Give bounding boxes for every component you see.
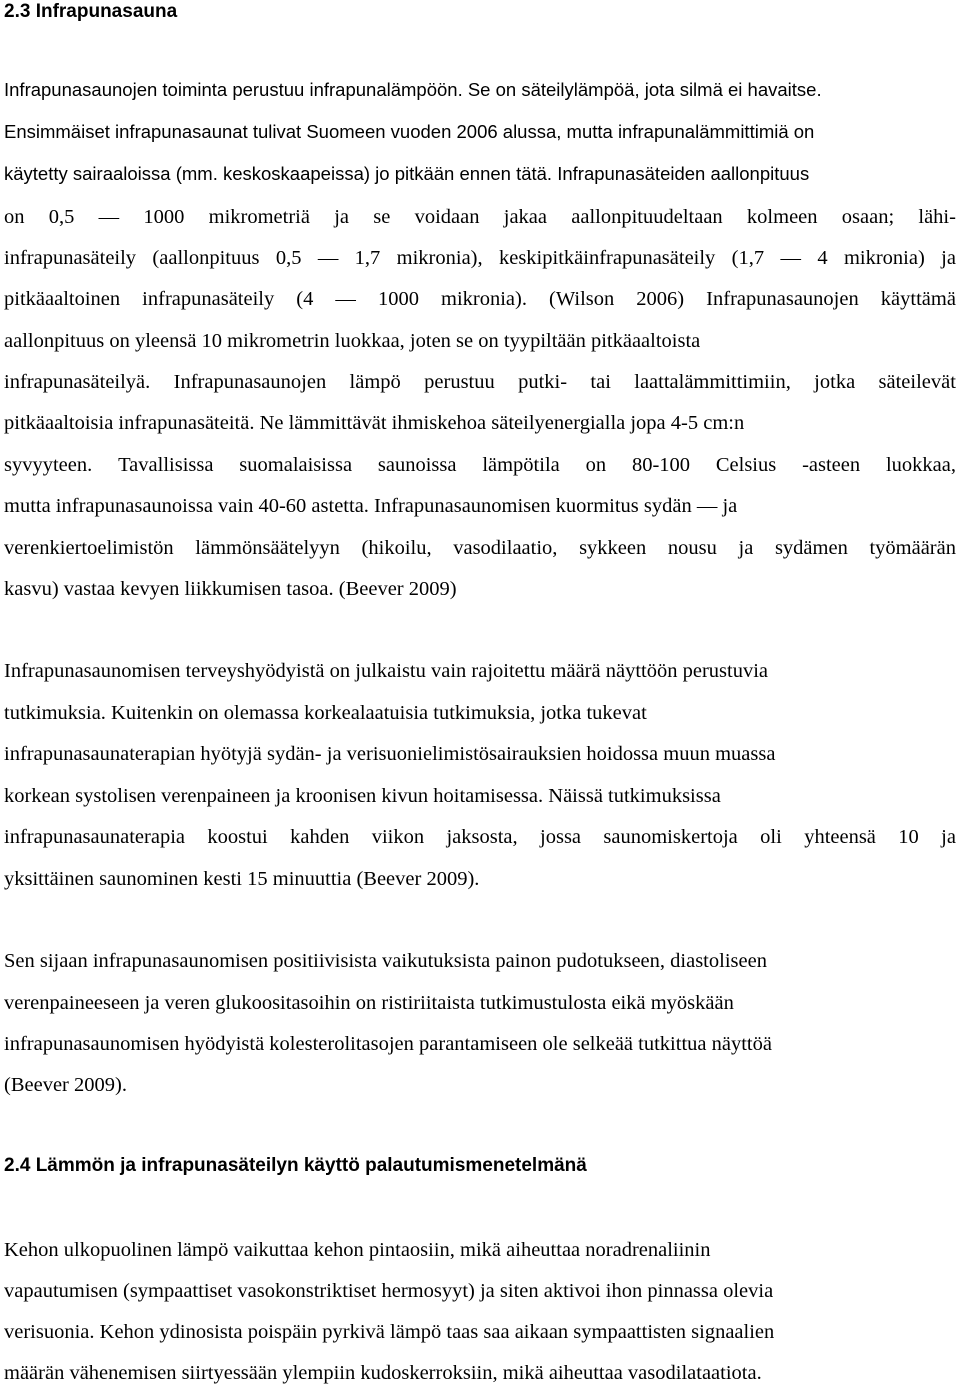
word: (Wilson xyxy=(549,288,615,310)
word: osaan; xyxy=(841,206,895,228)
word: infrapunasäteilyä. xyxy=(4,371,151,393)
word: perustuu xyxy=(424,371,495,393)
paragraph-1-line-1: Infrapunasaunojen toiminta perustuu infrapunalämpöön. Se on säteilylämpöä, jota silmä ei havaitse. xyxy=(4,79,822,100)
word: jakaa xyxy=(503,206,547,228)
word: syvyyteen. xyxy=(4,454,93,476)
word: (hikoilu, xyxy=(361,537,432,559)
word: saunomiskertoja xyxy=(603,826,738,848)
word: — xyxy=(780,247,801,269)
word: vasodilaatio, xyxy=(453,537,558,559)
paragraph-4-line-2: vapautumisen (sympaattiset vasokonstriktiset hermosyyt) ja siten aktivoi ihon pinnassa olevia xyxy=(4,1280,774,1302)
word: voidaan xyxy=(414,206,480,228)
word: (1,7 xyxy=(731,247,765,269)
paragraph-4-line-4: määrän vähenemisen siirtyessään ylempiin kudoskerroksiin, mikä aiheuttaa vasodilataatiota. xyxy=(4,1362,762,1384)
word: mikronia) xyxy=(843,247,925,269)
paragraph-1-line-2: Ensimmäiset infrapunasaunat tulivat Suomeen vuoden 2006 alussa, mutta infrapunalämmittimiä on xyxy=(4,121,815,142)
paragraph-3-line-2: verenpaineeseen ja veren glukoositasoihin on ristiriitaista tutkimustulosta eikä myöskään xyxy=(4,992,734,1014)
section-heading-2-4: 2.4 Lämmön ja infrapunasäteilyn käyttö palautumismenetelmänä xyxy=(4,1155,587,1176)
word: kahden xyxy=(290,826,350,848)
paragraph-1-line-5 xyxy=(4,248,956,269)
word: 80-100 xyxy=(631,454,691,476)
word: käyttämä xyxy=(880,288,956,310)
paragraph-4-line-1: Kehon ulkopuolinen lämpö vaikuttaa kehon pintaosiin, mikä aiheuttaa noradrenaliinin xyxy=(4,1239,711,1261)
word: koostui xyxy=(207,826,268,848)
word: Tavallisissa xyxy=(118,454,214,476)
word: aallonpituudeltaan xyxy=(571,206,723,228)
word: 0,5 xyxy=(275,247,302,269)
word: -asteen xyxy=(802,454,861,476)
word: Infrapunasaunojen xyxy=(706,288,859,310)
paragraph-2-line-2: tutkimuksia. Kuitenkin on olemassa korkealaatuisia tutkimuksia, jotka tukevat xyxy=(4,702,647,724)
word: infrapunasäteily xyxy=(142,288,275,310)
word: ja xyxy=(941,826,956,848)
paragraph-3-line-3: infrapunasaunomisen hyödyistä kolesterolitasojen parantamiseen ole selkeää tutkittua näyttöä xyxy=(4,1033,772,1055)
word: 1000 xyxy=(143,206,185,228)
word: — xyxy=(98,206,120,228)
word: verenkiertoelimistön xyxy=(4,537,174,559)
paragraph-1-line-10 xyxy=(4,455,956,476)
word: — xyxy=(335,288,356,310)
word: mikronia). xyxy=(441,288,527,310)
word: nousu xyxy=(667,537,717,559)
word: 2006) xyxy=(636,288,685,310)
word: ja xyxy=(738,537,754,559)
paragraph-1-line-12 xyxy=(4,538,956,559)
word: infrapunasaunaterapia xyxy=(4,826,185,848)
word: 1,7 xyxy=(354,247,381,269)
paragraph-3-line-1: Sen sijaan infrapunasaunomisen positiivisista vaikutuksista painon pudotukseen, diastoliseen xyxy=(4,950,767,972)
word: jaksosta, xyxy=(446,826,518,848)
word: putki- xyxy=(518,371,568,393)
paragraph-2-line-3: infrapunasaunaterapian hyötyjä sydän- ja verisuonielimistösairauksien hoidossa muun muassa xyxy=(4,743,776,765)
word: 4 xyxy=(817,247,828,269)
word: lämmönsäätelyyn xyxy=(195,537,340,559)
paragraph-1-line-6 xyxy=(4,289,956,310)
word: oli xyxy=(760,826,782,848)
paragraph-1-line-7: aallonpituus on yleensä 10 mikrometrin luokkaa, joten se on tyypiltään pitkäaaltoista xyxy=(4,330,701,352)
word: mikronia), xyxy=(396,247,483,269)
word: lämpö xyxy=(349,371,401,393)
paragraph-2-line-5 xyxy=(4,827,956,848)
word: 10 xyxy=(898,826,919,848)
word: yhteensä xyxy=(804,826,876,848)
word: (4 xyxy=(296,288,314,310)
paragraph-2-line-4: korkean systolisen verenpaineen ja kroonisen kivun hoitamisessa. Näissä tutkimuksissa xyxy=(4,785,721,807)
word: laattalämmittimiin, xyxy=(634,371,791,393)
section-heading-2-3: 2.3 Infrapunasauna xyxy=(4,1,178,22)
word: ja xyxy=(334,206,350,228)
word: — xyxy=(317,247,339,269)
paragraph-4-line-3: verisuonia. Kehon ydinosista poispäin pyrkivä lämpö taas saa aikaan sympaattisten signaalien xyxy=(4,1321,775,1343)
word: infrapunasäteily xyxy=(4,247,137,269)
word: kolmeen xyxy=(746,206,818,228)
word: on xyxy=(4,206,25,228)
word: Infrapunasaunojen xyxy=(173,371,327,393)
word: sykkeen xyxy=(579,537,647,559)
word: ja xyxy=(941,247,956,269)
word: säteilevät xyxy=(878,371,956,393)
word: (aallonpituus xyxy=(152,247,260,269)
word: on xyxy=(585,454,607,476)
word: jotka xyxy=(814,371,856,393)
word: saunoissa xyxy=(377,454,457,476)
word: sydämen xyxy=(774,537,848,559)
word: mikrometriä xyxy=(208,206,310,228)
paragraph-1-line-8 xyxy=(4,372,956,393)
word: Celsius xyxy=(715,454,777,476)
word: 0,5 xyxy=(48,206,75,228)
word: 1000 xyxy=(377,288,419,310)
word: suomalaisissa xyxy=(239,454,353,476)
word: se xyxy=(373,206,391,228)
paragraph-1-line-4 xyxy=(4,207,956,228)
paragraph-1-line-3: käytetty sairaaloissa (mm. keskoskaapeissa) jo pitkään ennen tätä. Infrapunasäteiden aallonpituus xyxy=(4,163,810,184)
paragraph-1-line-13: kasvu) vastaa kevyen liikkumisen tasoa. (Beever 2009) xyxy=(4,578,457,600)
word: keskipitkäinfrapunasäteily xyxy=(498,247,716,269)
word: tai xyxy=(590,371,611,393)
word: lämpötila xyxy=(482,454,560,476)
word: viikon xyxy=(371,826,425,848)
paragraph-2-line-6: yksittäinen saunominen kesti 15 minuuttia (Beever 2009). xyxy=(4,868,480,890)
paragraph-3-line-4: (Beever 2009). xyxy=(4,1074,127,1096)
word: jossa xyxy=(540,826,582,848)
word: työmäärän xyxy=(869,537,956,559)
word: pitkäaaltoinen xyxy=(4,288,121,310)
paragraph-1-line-9: pitkäaaltoisia infrapunasäteitä. Ne lämmittävät ihmiskehoa säteilyenergialla jopa 4-5 cm:n xyxy=(4,412,745,434)
paragraph-2-line-1: Infrapunasaunomisen terveyshyödyistä on julkaistu vain rajoitettu määrä näyttöön perustuvia xyxy=(4,660,768,682)
paragraph-1-line-11: mutta infrapunasaunoissa vain 40-60 astetta. Infrapunasaunomisen kuormitus sydän — ja xyxy=(4,495,738,517)
word: lähi- xyxy=(918,206,956,228)
word: luokkaa, xyxy=(885,454,956,476)
